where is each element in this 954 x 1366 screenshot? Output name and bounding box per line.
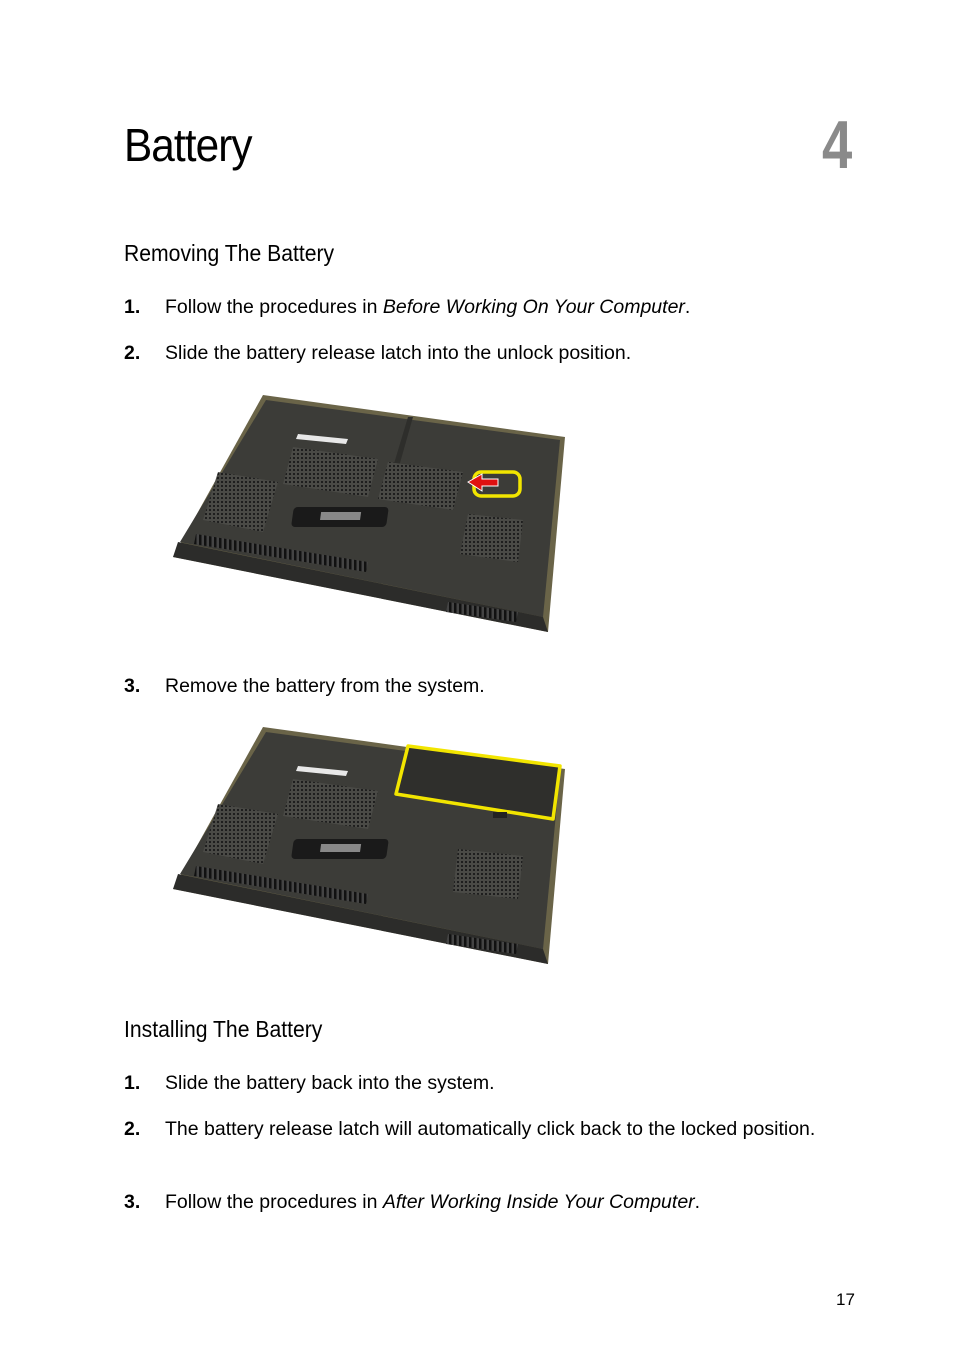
removing-heading: Removing The Battery [124,240,335,266]
step-text: Remove the battery from the system. [165,675,485,697]
cross-reference: After Working Inside Your Computer [382,1191,695,1213]
step-number: 3. [124,1191,141,1213]
step-text: Follow the procedures in After Working Inside Your Computer. [165,1191,701,1213]
step-text: The battery release latch will automatically click back to the locked position. [165,1118,816,1140]
step-number: 3. [124,675,141,697]
chapter-number: 4 [822,107,853,183]
step-number: 1. [124,296,141,318]
step-number: 1. [124,1072,141,1094]
step-text: Follow the procedures in Before Working On Your Computer. [165,296,691,318]
vent-grille [453,849,523,899]
step-text: Slide the battery release latch into the unlock position. [165,342,632,364]
vent-grille [460,514,523,562]
chapter-title: Battery [124,119,252,171]
cross-reference: Before Working On Your Computer [382,296,685,318]
battery-removal-figure [168,724,568,969]
installing-heading: Installing The Battery [124,1016,323,1042]
step-number: 2. [124,1118,141,1140]
step-number: 2. [124,342,141,364]
step-text: Slide the battery back into the system. [165,1072,495,1094]
page-number: 17 [836,1290,855,1309]
latch-unlock-figure [168,392,568,637]
